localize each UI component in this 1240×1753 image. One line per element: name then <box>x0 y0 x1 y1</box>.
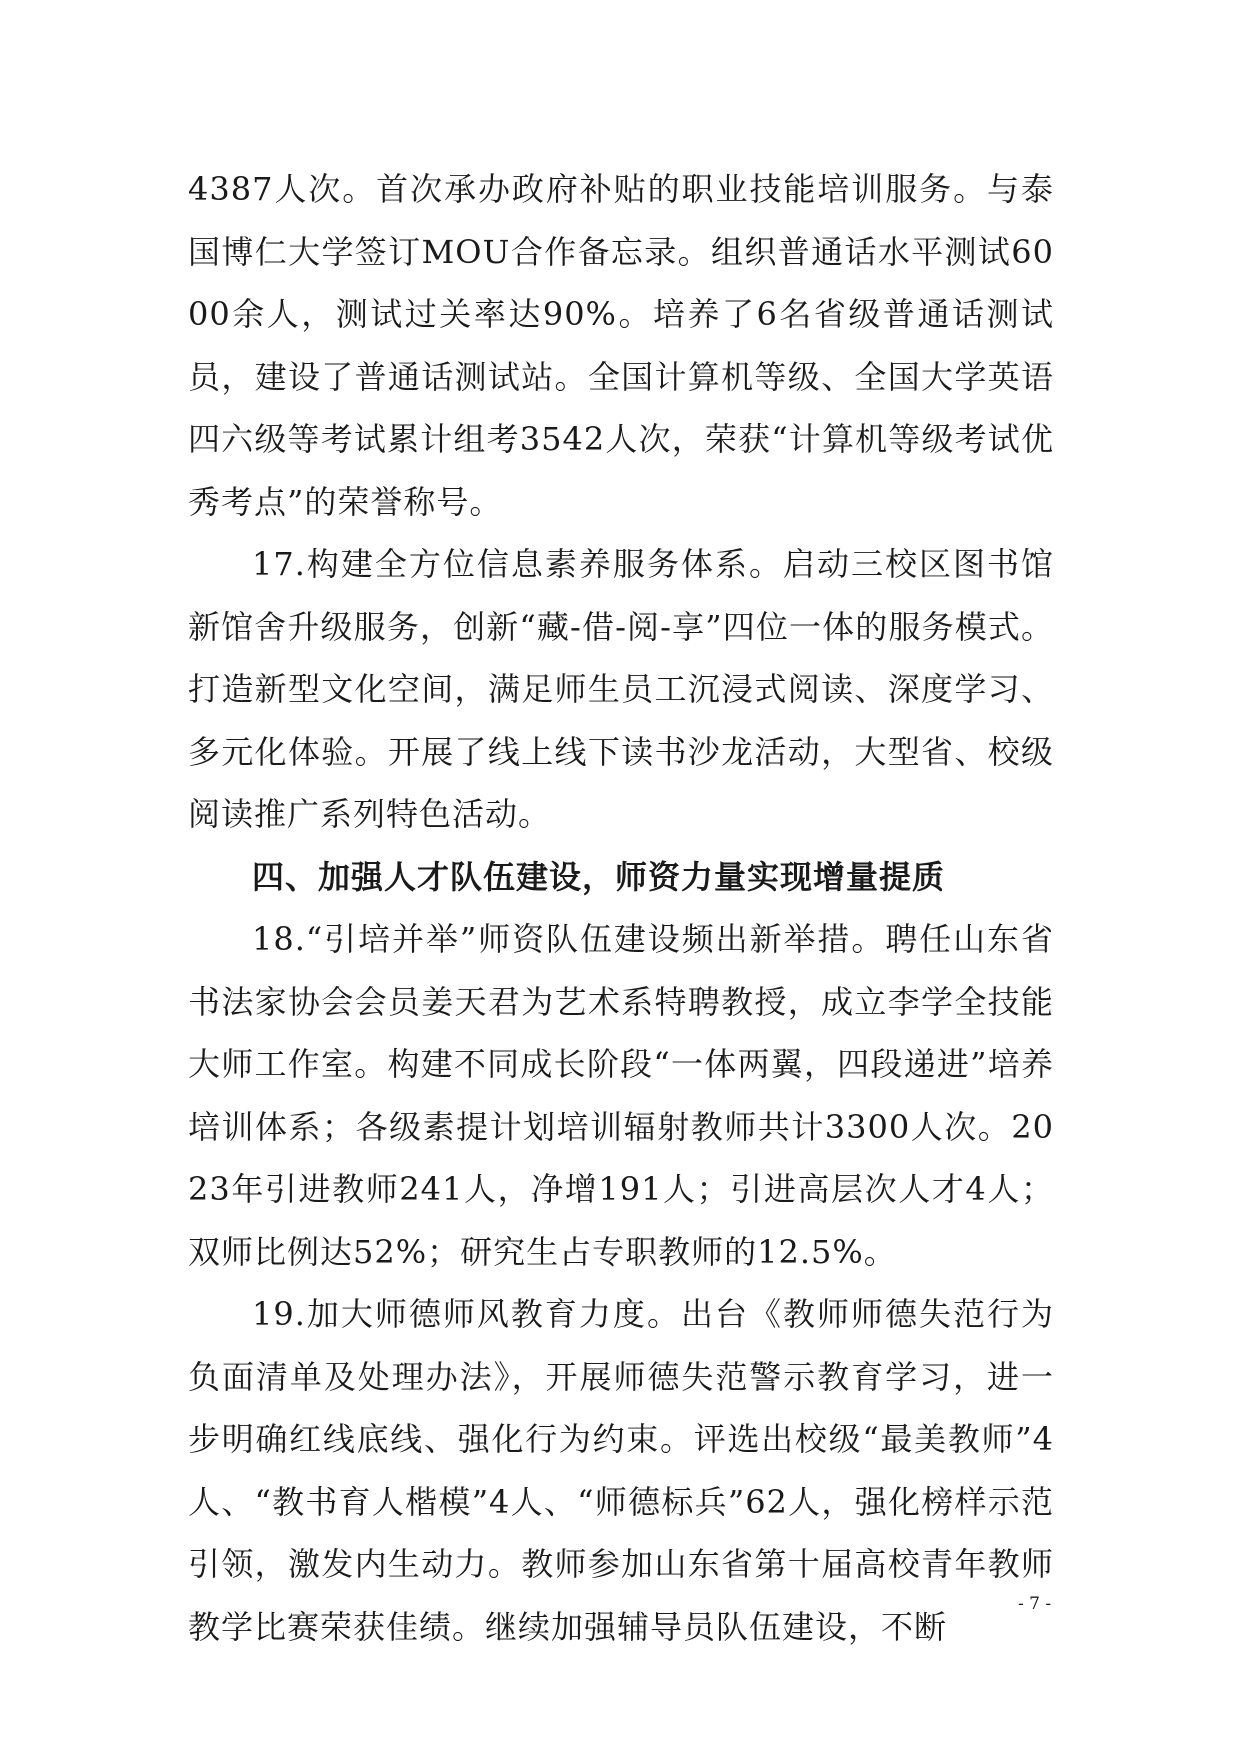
page-number: - 7 - <box>1018 1594 1052 1614</box>
section-heading-4: 四、加强人才队伍建设，师资力量实现增量提质 <box>252 857 946 896</box>
paragraph-19: 19.加大师德师风教育力度。出台《教师师德失范行为负面清单及处理办法》，开展师德失范警示教育学习，进一步明确红线底线、强化行为约束。评选出校级“最美教师”4人、“教书育人楷模”4人、“师德标兵”62人，强化榜样示范引领，激发内生动力。教师参加山东省第十届高校青年教师教学比赛荣获佳绩。继续加强辅导员队伍建设，不断 <box>188 1295 1054 1646</box>
page-body <box>188 158 1054 1658</box>
paragraph-17: 17.构建全方位信息素养服务体系。启动三校区图书馆新馆舍升级服务，创新“藏-借-阅-享”四位一体的服务模式。打造新型文化空间，满足师生员工沉浸式阅读、深度学习、多元化体验。开展了线上线下读书沙龙活动，大型省、校级阅读推广系列特色活动。 <box>188 545 1054 833</box>
paragraph-18: 18.“引培并举”师资队伍建设频出新举措。聘任山东省书法家协会会员姜天君为艺术系特聘教授，成立李学全技能大师工作室。构建不同成长阶段“一体两翼，四段递进”培养培训体系；各级素提计划培训辐射教师共计3300人次。2023年引进教师241人，净增191人；引进高层次人才4人；双师比例达52%；研究生占专职教师的12.5%。 <box>188 920 1054 1271</box>
paragraph-continued: 4387人次。首次承办政府补贴的职业技能培训服务。与泰国博仁大学签订MOU合作备忘录。组织普通话水平测试6000余人，测试过关率达90%。培养了6名省级普通话测试员，建设了普通话测试站。全国计算机等级、全国大学英语四六级等考试累计组考3542人次，荣获“计算机等级考试优秀考点”的荣誉称号。 <box>188 170 1054 521</box>
